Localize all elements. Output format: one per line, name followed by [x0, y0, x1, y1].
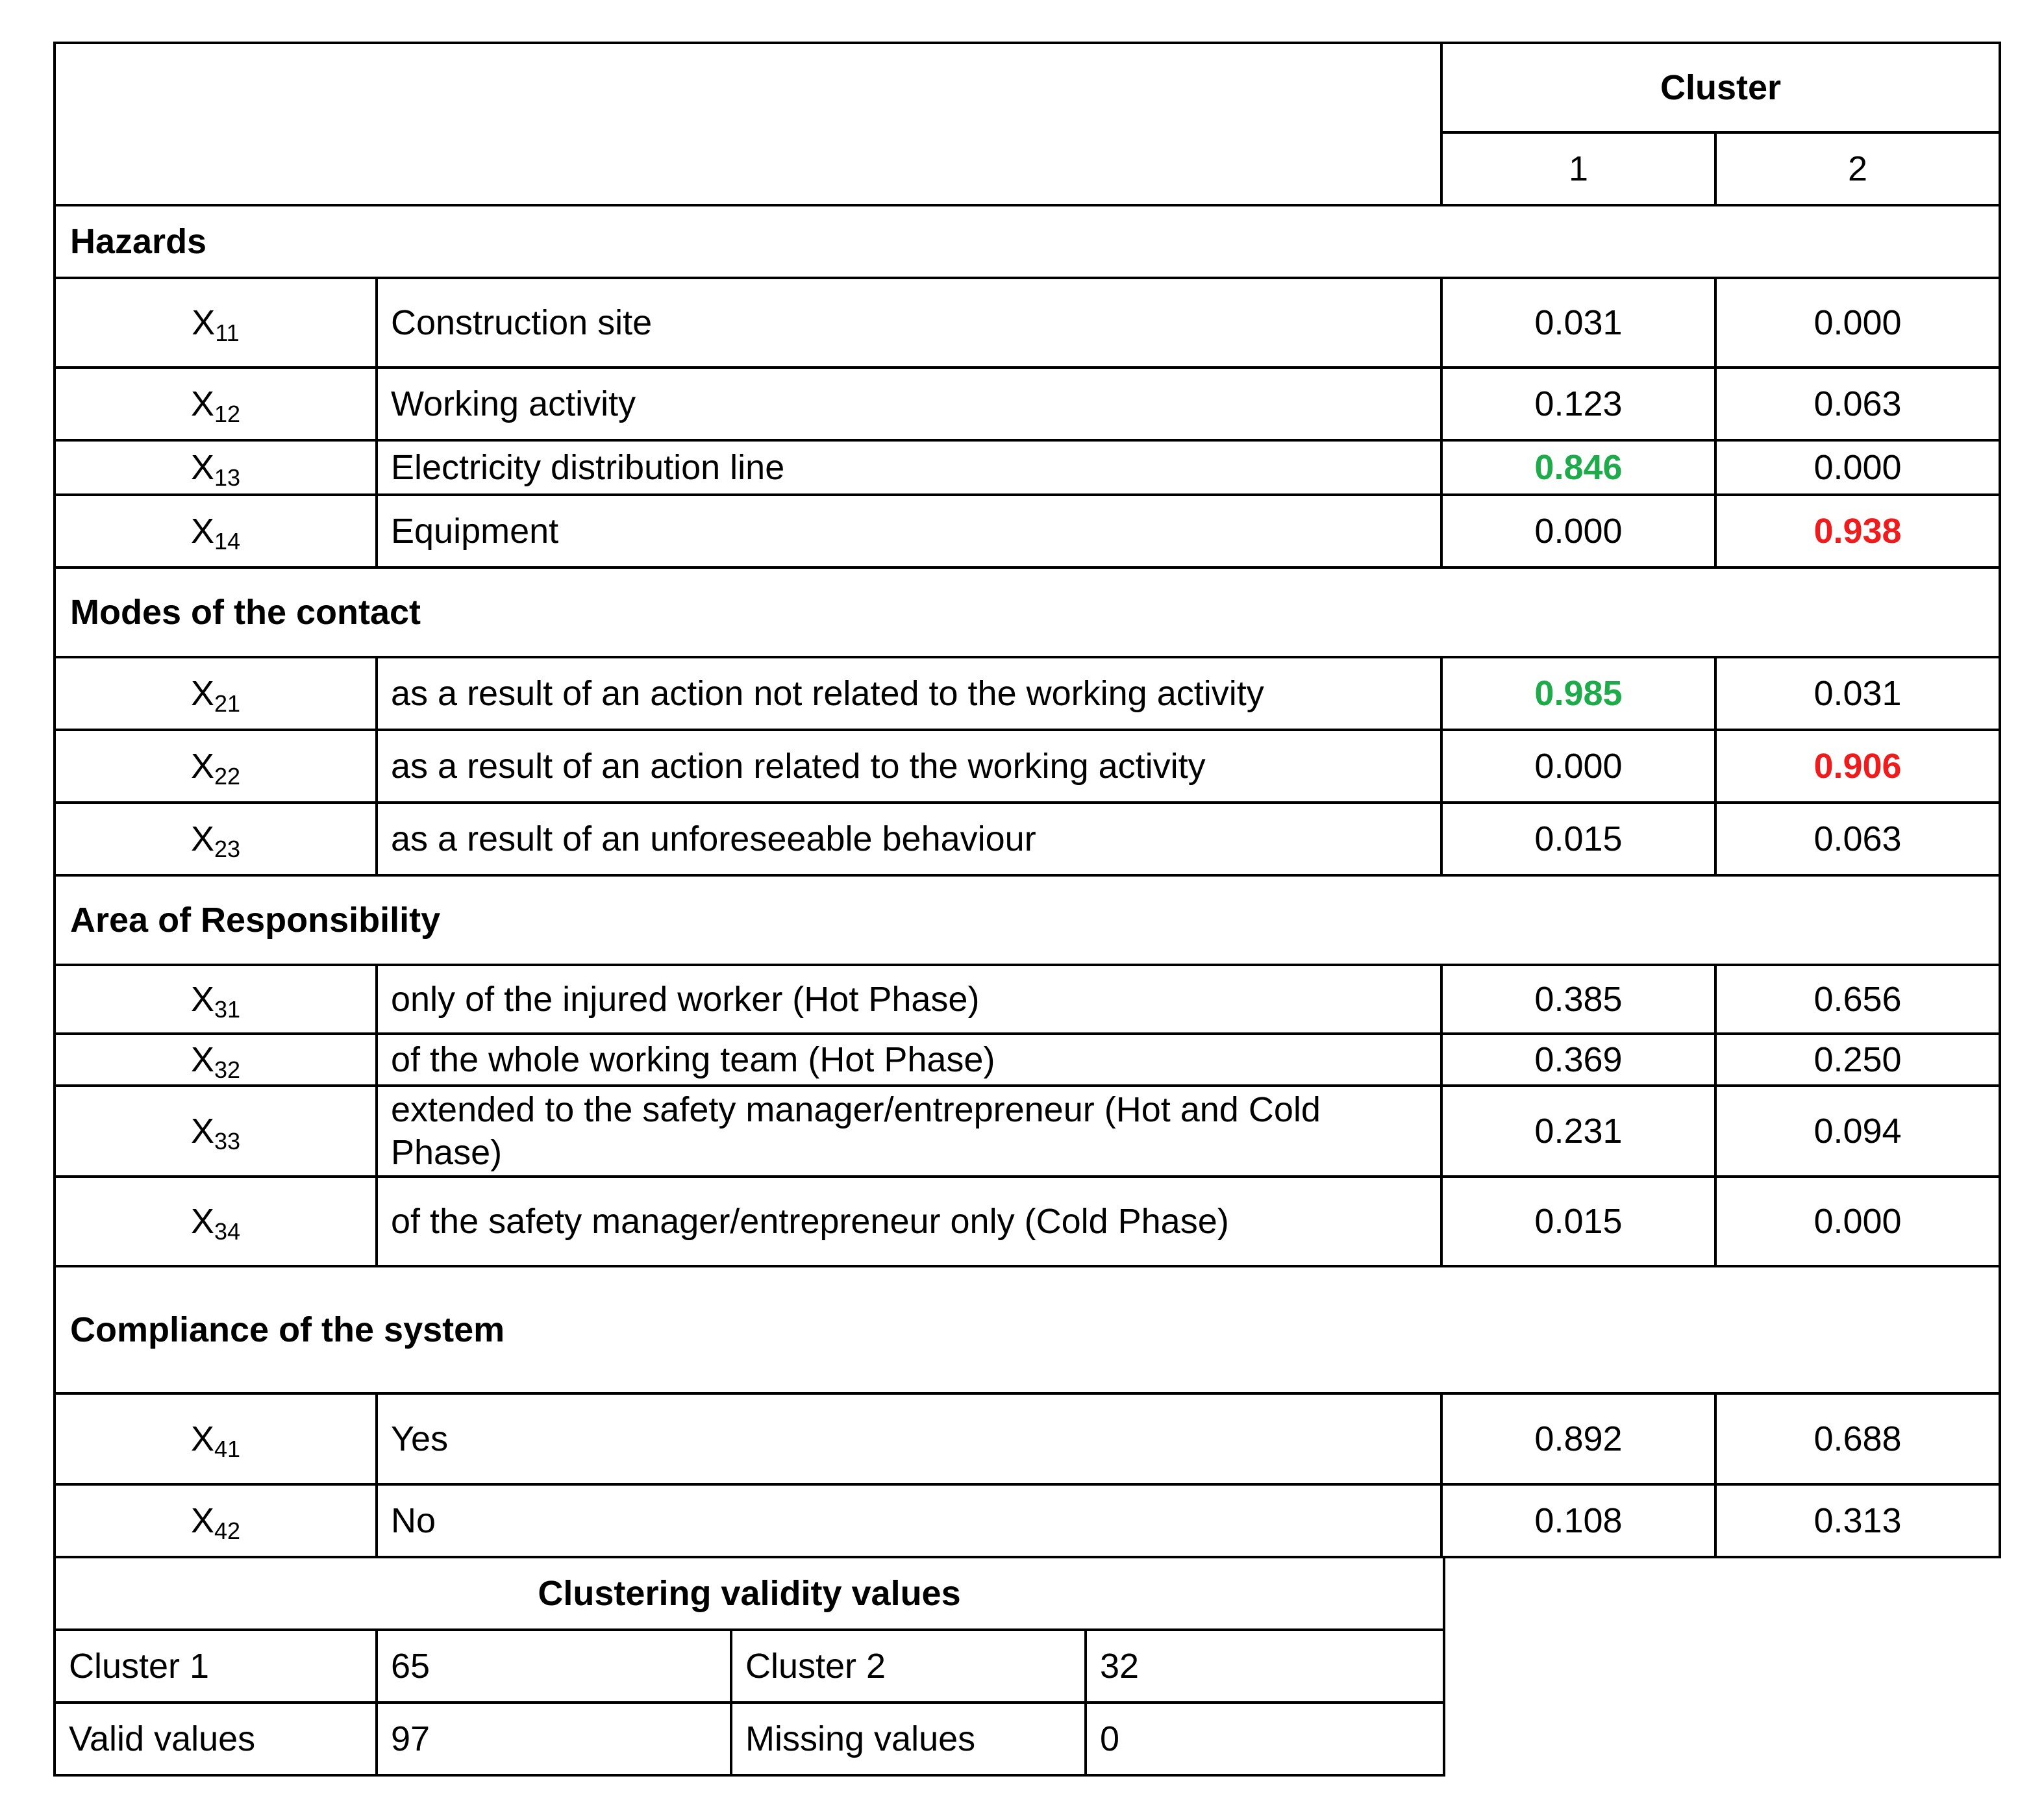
cluster-2-value-highlight: 0.938: [1715, 495, 2000, 568]
cluster-2-value: 0.031: [1715, 657, 2000, 730]
cluster-1-value: 0.108: [1441, 1484, 1715, 1557]
variable-cell: $X_{12}$: [55, 368, 377, 440]
variable-cell: $X_{14}$: [55, 495, 377, 568]
header-row: [55, 43, 2000, 132]
description-cell: extended to the safety manager/entrepreneur (Hot and Cold Phase): [377, 1086, 1441, 1177]
cluster-1-value: 0.892: [1441, 1393, 1715, 1484]
cluster-2-value: 0.688: [1715, 1393, 2000, 1484]
section-row-modes: [55, 568, 2000, 657]
table-row: [55, 1177, 2000, 1266]
validity-value: 32: [1086, 1630, 1444, 1703]
cluster-1-value: 0.123: [1441, 368, 1715, 440]
validity-title: Clustering validity values: [55, 1557, 1444, 1630]
variable-cell: $X_{32}$: [55, 1034, 377, 1086]
cluster-1-value: 0.000: [1441, 730, 1715, 803]
variable-cell: $X_{42}$: [55, 1484, 377, 1557]
validity-row: [55, 1703, 1444, 1775]
header-empty-cell: [55, 43, 1441, 205]
cluster-2-value: 0.000: [1715, 440, 2000, 495]
cluster-1-value: 0.369: [1441, 1034, 1715, 1086]
table-row: [55, 278, 2000, 368]
validity-row: [55, 1630, 1444, 1703]
variable-cell: $X_{23}$: [55, 803, 377, 875]
cluster-2-value: 0.250: [1715, 1034, 2000, 1086]
variable-cell: $X_{41}$: [55, 1393, 377, 1484]
validity-label: Cluster 2: [731, 1630, 1086, 1703]
table-row: [55, 1034, 2000, 1086]
table-row: [55, 495, 2000, 568]
cluster-2-value: 0.313: [1715, 1484, 2000, 1557]
cluster-1-value: 0.385: [1441, 965, 1715, 1034]
cluster-2-header: 2: [1715, 132, 2000, 205]
variable-cell: $X_{21}$: [55, 657, 377, 730]
table-row: [55, 965, 2000, 1034]
table-row: [55, 1484, 2000, 1557]
cluster-2-value: 0.000: [1715, 1177, 2000, 1266]
validity-value: 97: [377, 1703, 731, 1775]
cluster-1-value: 0.000: [1441, 495, 1715, 568]
cluster-2-value: 0.063: [1715, 368, 2000, 440]
validity-value: 0: [1086, 1703, 1444, 1775]
table-row: [55, 730, 2000, 803]
cluster-table: [53, 42, 2001, 1558]
cluster-1-value-highlight: 0.846: [1441, 440, 1715, 495]
validity-label: Valid values: [55, 1703, 377, 1775]
description-cell: of the safety manager/entrepreneur only (Cold Phase): [377, 1177, 1441, 1266]
cluster-2-value-highlight: 0.906: [1715, 730, 2000, 803]
variable-cell: $X_{34}$: [55, 1177, 377, 1266]
variable-cell: $X_{13}$: [55, 440, 377, 495]
description-cell: Yes: [377, 1393, 1441, 1484]
description-cell: of the whole working team (Hot Phase): [377, 1034, 1441, 1086]
variable-cell: $X_{31}$: [55, 965, 377, 1034]
cluster-2-value: 0.000: [1715, 278, 2000, 368]
section-title: Hazards: [55, 205, 2000, 278]
variable-cell: $X_{33}$: [55, 1086, 377, 1177]
validity-value: 65: [377, 1630, 731, 1703]
cluster-1-value: 0.015: [1441, 803, 1715, 875]
section-row-responsibility: [55, 875, 2000, 965]
description-cell: No: [377, 1484, 1441, 1557]
validity-label: Cluster 1: [55, 1630, 377, 1703]
table-row: [55, 1086, 2000, 1177]
cluster-1-header: 1: [1441, 132, 1715, 205]
section-row-compliance: [55, 1266, 2000, 1393]
table-row: [55, 440, 2000, 495]
description-cell: Equipment: [377, 495, 1441, 568]
table-row: [55, 1393, 2000, 1484]
validity-label: Missing values: [731, 1703, 1086, 1775]
description-cell: Construction site: [377, 278, 1441, 368]
section-title: Modes of the contact: [55, 568, 2000, 657]
cluster-2-value: 0.094: [1715, 1086, 2000, 1177]
description-cell: Electricity distribution line: [377, 440, 1441, 495]
section-title: Compliance of the system: [55, 1266, 2000, 1393]
description-cell: as a result of an action not related to the working activity: [377, 657, 1441, 730]
cluster-1-value: 0.031: [1441, 278, 1715, 368]
description-cell: Working activity: [377, 368, 1441, 440]
cluster-1-value: 0.015: [1441, 1177, 1715, 1266]
cluster-1-value: 0.231: [1441, 1086, 1715, 1177]
section-row-hazards: [55, 205, 2000, 278]
table-row: [55, 657, 2000, 730]
validity-title-row: [55, 1557, 1444, 1630]
cluster-2-value: 0.656: [1715, 965, 2000, 1034]
description-cell: only of the injured worker (Hot Phase): [377, 965, 1441, 1034]
cluster-1-value-highlight: 0.985: [1441, 657, 1715, 730]
table-row: [55, 803, 2000, 875]
variable-cell: $X_{11}$: [55, 278, 377, 368]
table-row: [55, 368, 2000, 440]
variable-cell: $X_{22}$: [55, 730, 377, 803]
cluster-header: Cluster: [1441, 43, 2000, 132]
section-title: Area of Responsibility: [55, 875, 2000, 965]
cluster-2-value: 0.063: [1715, 803, 2000, 875]
validity-table: [53, 1556, 1445, 1777]
description-cell: as a result of an action related to the working activity: [377, 730, 1441, 803]
description-cell: as a result of an unforeseeable behaviour: [377, 803, 1441, 875]
